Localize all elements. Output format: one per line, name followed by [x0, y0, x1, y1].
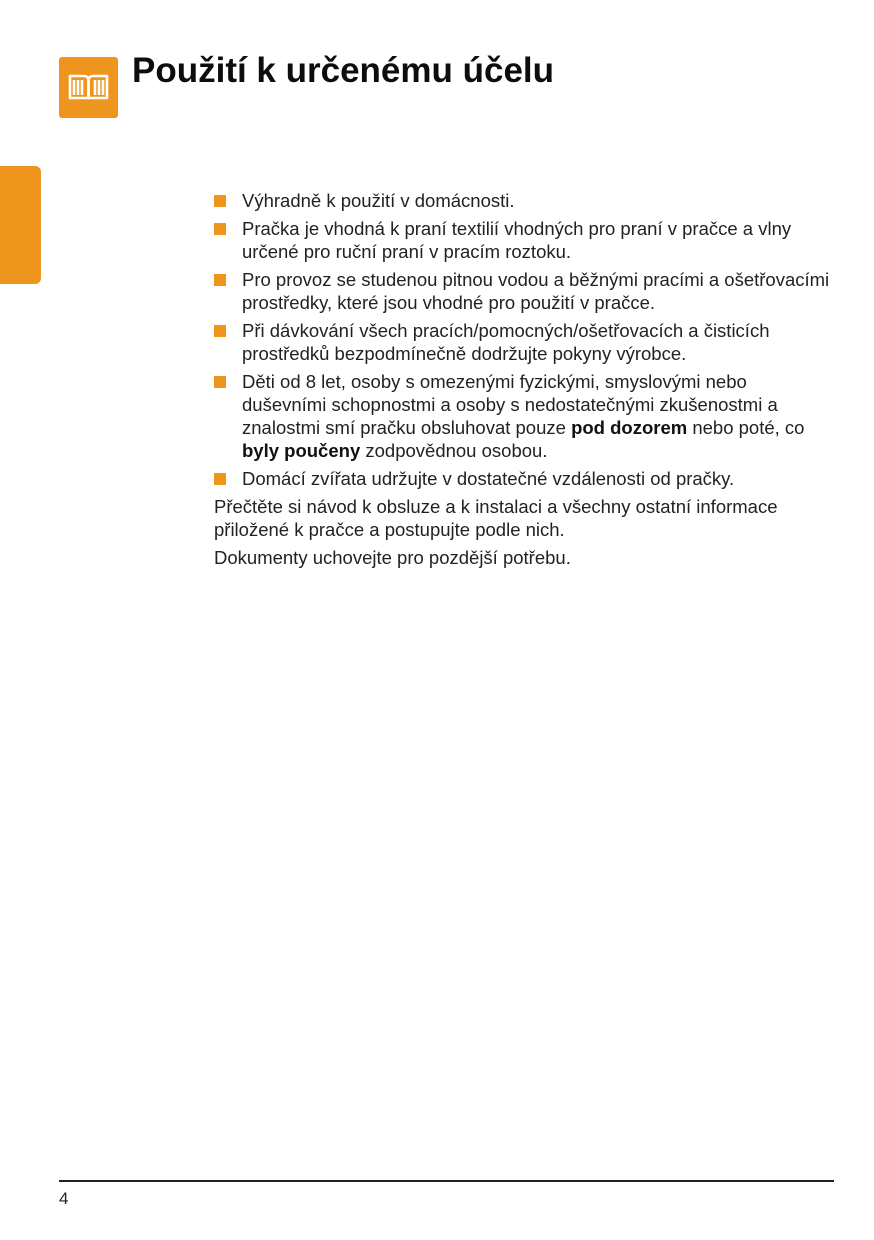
emphasized-text: byly poučeny — [242, 440, 361, 461]
emphasized-text: pod dozorem — [571, 417, 688, 438]
list-item — [214, 370, 834, 462]
list-item — [214, 467, 834, 490]
bullet-list — [214, 189, 834, 490]
page-title: Použití k určenému účelu — [132, 51, 555, 90]
open-book-icon — [65, 64, 112, 111]
main-content — [214, 189, 834, 574]
list-item — [214, 217, 834, 263]
bullet-square-icon — [214, 473, 226, 485]
paragraph: Dokumenty uchovejte pro pozdější potřebu. — [214, 547, 571, 568]
bullet-square-icon — [214, 325, 226, 337]
list-item-text: Děti od 8 let, osoby s omezenými fyzickými, smyslovými nebo duševními schopnostmi a osoby s nedostatečnými zkušenostmi a znalostmi smí pračku obsluhovat pouze — [242, 371, 778, 438]
list-item — [214, 189, 834, 212]
list-item-text: Domácí zvířata udržujte v dostatečné vzdálenosti od pračky. — [242, 468, 735, 489]
bullet-square-icon — [214, 376, 226, 388]
list-item — [214, 268, 834, 314]
list-item-text: Při dávkování všech pracích/pomocných/ošetřovacích a čisticích prostředků bezpodmínečně dodržujte pokyny výrobce. — [242, 320, 770, 364]
list-item-text: Pro provoz se studenou pitnou vodou a běžnými pracími a ošetřovacími prostředky, které jsou vhodné pro použití v pračce. — [242, 269, 830, 313]
list-item-text: zodpovědnou osobou. — [360, 440, 548, 461]
paragraph: Přečtěte si návod k obsluze a k instalaci a všechny ostatní informace přiložené k pračce a postupujte podle nich. — [214, 496, 778, 540]
list-item-text: nebo poté, co — [687, 417, 805, 438]
list-item-text: Výhradně k použití v domácnosti. — [242, 190, 515, 211]
page-number: 4 — [59, 1189, 69, 1208]
bullet-square-icon — [214, 195, 226, 207]
bullet-square-icon — [214, 223, 226, 235]
header-book-icon-badge — [59, 57, 118, 118]
list-item — [214, 319, 834, 365]
paragraphs — [214, 495, 834, 569]
bullet-square-icon — [214, 274, 226, 286]
footer-divider — [59, 1180, 834, 1182]
section-side-tab — [0, 166, 41, 284]
list-item-text: Pračka je vhodná k praní textilií vhodných pro praní v pračce a vlny určené pro ruční praní v pracím roztoku. — [242, 218, 792, 262]
